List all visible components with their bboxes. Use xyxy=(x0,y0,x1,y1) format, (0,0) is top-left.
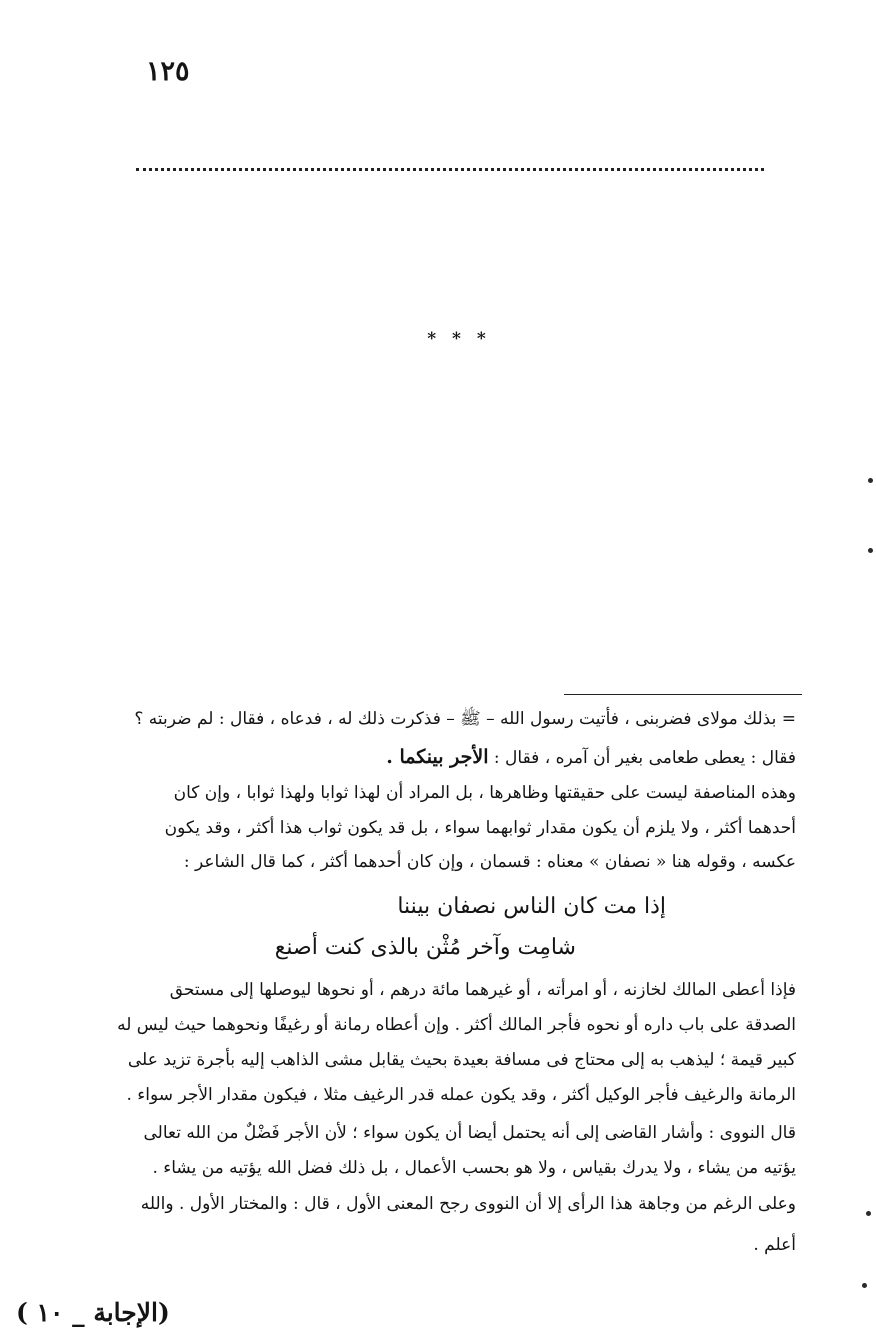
footnote-line: الصدقة على باب داره أو نحوه فأجر المالك أكثر . وإن أعطاه رمانة أو رغيفًا ونحوهما حيث ليس له xyxy=(117,1015,796,1035)
footnote-line: = بذلك مولاى فضربنى ، فأتيت رسول الله – ﷺ – فذكرت ذلك له ، فدعاه ، فقال : لم ضربته ؟ xyxy=(134,709,796,729)
footnote-line xyxy=(386,746,796,769)
footnote-line: أحدهما أكثر ، ولا يلزم أن يكون مقدار ثوابهما سواء ، بل قد يكون ثواب هذا أكثر ، وقد يكون xyxy=(164,818,796,838)
part-label: (الإجابة _ ١٠ ) xyxy=(16,1298,170,1327)
footnote-line: أعلم . xyxy=(753,1235,796,1255)
footnote-line: يؤتيه من يشاء ، ولا يدرك بقياس ، ولا هو بحسب الأعمال ، بل ذلك فضل الله يؤتيه من يشاء . xyxy=(152,1158,796,1178)
margin-mark xyxy=(866,1211,871,1216)
section-separator-asterisks: * * * xyxy=(427,329,491,349)
hadith-emphasis: الأجر بينكما . xyxy=(386,746,489,768)
footnote-line: الرمانة والرغيف فأجر الوكيل أكثر ، وقد يكون عمله قدر الرغيف مثلا ، فيكون مقدار الأجر سواء . xyxy=(126,1085,796,1105)
footnote-line: وهذه المناصفة ليست على حقيقتها وظاهرها ، بل المراد أن لهذا ثوابا ولهذا ثوابا ، وإن كان xyxy=(173,783,796,803)
dotted-separator xyxy=(136,168,764,171)
verse-line: إذا مت كان الناس نصفان بيننا xyxy=(397,894,666,919)
margin-mark xyxy=(868,548,873,553)
footnote-line: فإذا أعطى المالك لخازنه ، أو امرأته ، أو غيرهما مائة درهم ، أو نحوها ليوصلها إلى مستحق xyxy=(169,980,796,1000)
verse-line: شامِت وآخر مُثْن بالذى كنت أصنع xyxy=(274,935,576,960)
footnote-line: قال النووى : وأشار القاضى إلى أنه يحتمل أيضا أن يكون سواء ؛ لأن الأجر فَضْلٌ من الله تعالى xyxy=(143,1123,796,1143)
footnote-rule xyxy=(564,694,802,695)
page-number: ١٢٥ xyxy=(146,56,190,87)
footnote-line-text: فقال : يعطى طعامى بغير أن آمره ، فقال : xyxy=(493,748,796,768)
margin-mark xyxy=(868,478,873,483)
footnote-line: وعلى الرغم من وجاهة هذا الرأى إلا أن النووى رجح المعنى الأول ، قال : والمختار الأول . والله xyxy=(140,1194,796,1214)
footnote-line: كبير قيمة ؛ ليذهب به إلى محتاج فى مسافة بعيدة بحيث يقابل مشى الذاهب إليه بأجرة تزيد على xyxy=(127,1050,796,1070)
margin-mark xyxy=(862,1283,867,1288)
footnote-line: عكسه ، وقوله هنا « نصفان » معناه : قسمان ، وإن كان أحدهما أكثر ، كما قال الشاعر : xyxy=(183,852,796,872)
